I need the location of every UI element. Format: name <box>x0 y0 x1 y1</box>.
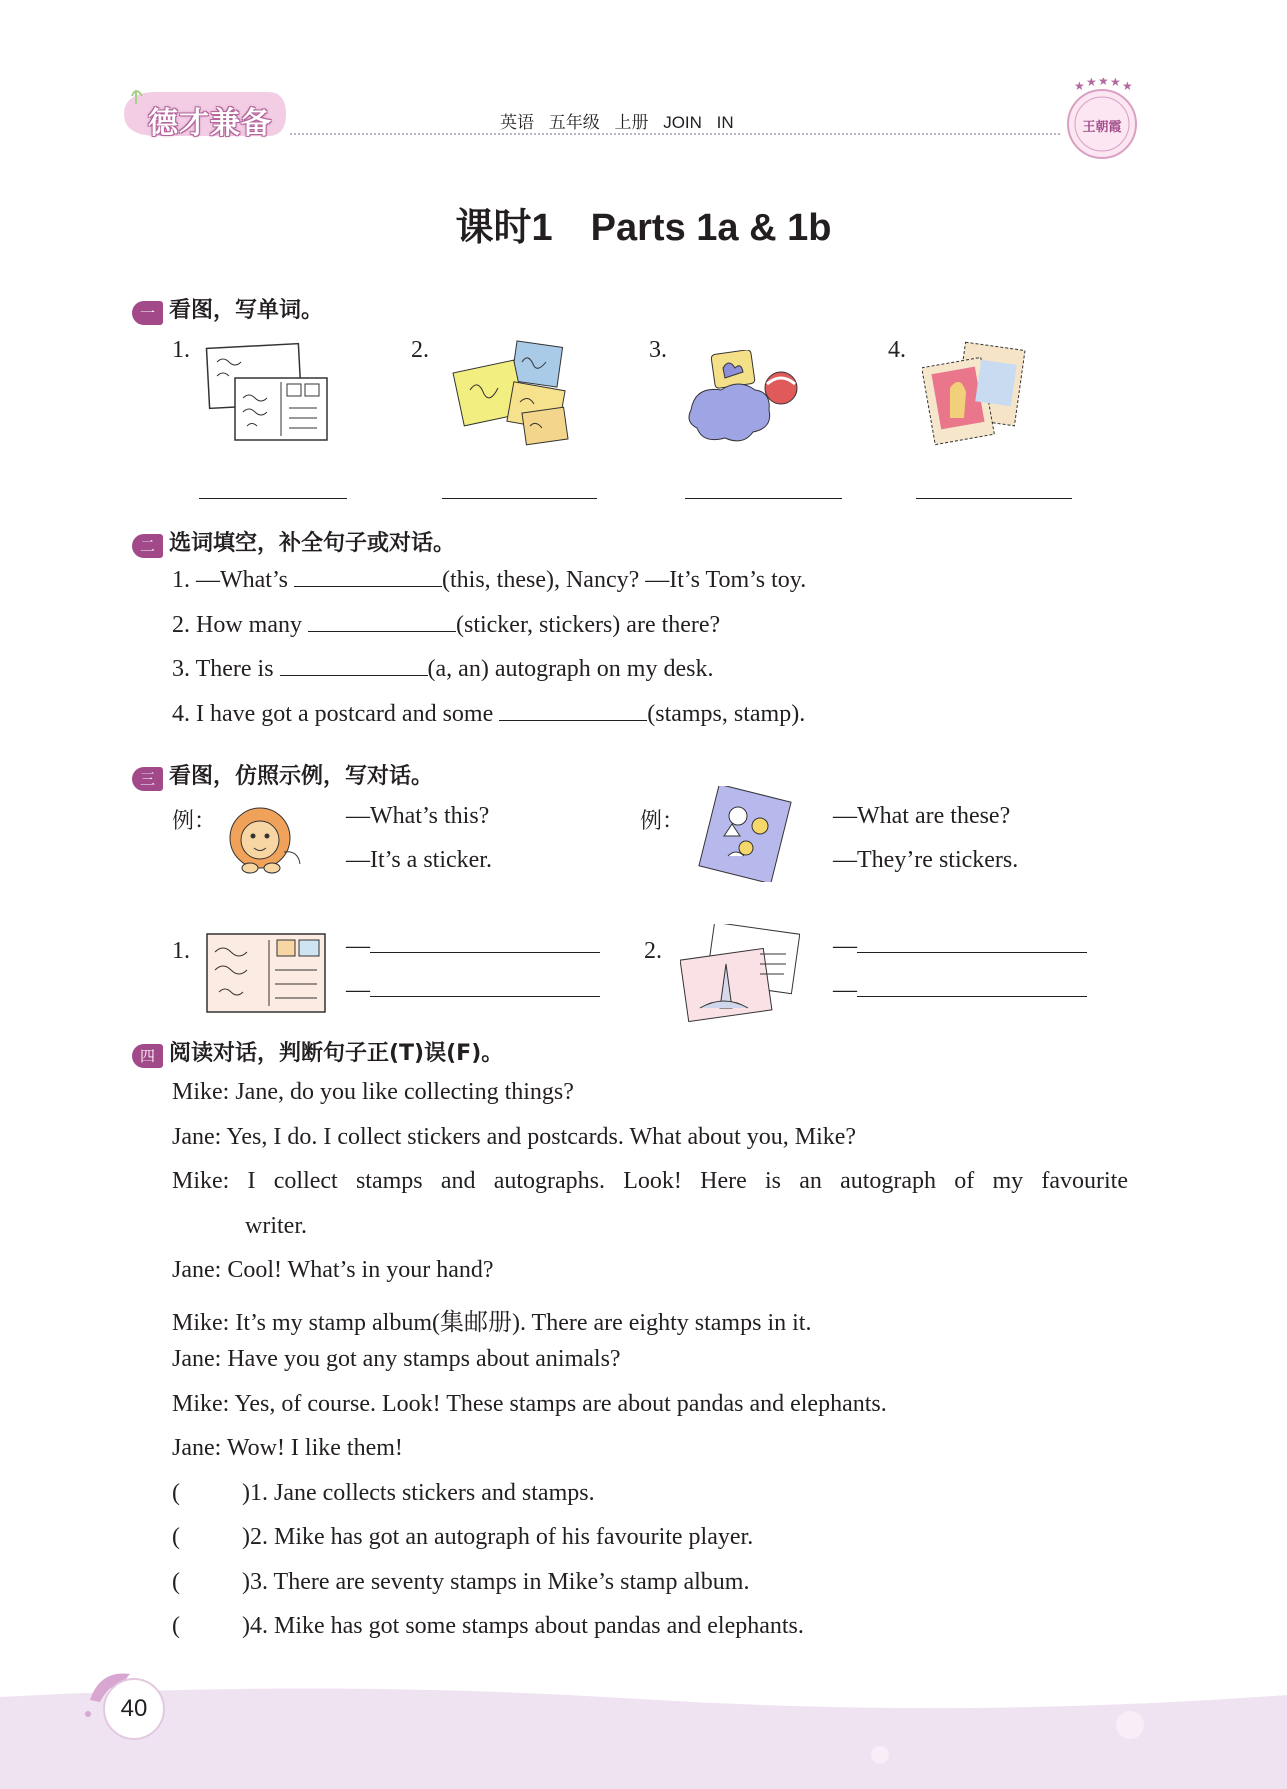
s3-q1-dash1 <box>346 933 600 960</box>
s2-q4-start: 4. I have got a postcard and some <box>172 701 494 727</box>
judgement-2-text: )2. Mike has got an autograph of his favourite player. <box>242 1524 754 1550</box>
s3-q1-dash1-text: — <box>346 933 370 959</box>
svg-text:★: ★ <box>1086 78 1097 89</box>
ex1-line1: —What’s this? <box>346 803 490 829</box>
judgement-4 <box>172 1613 804 1640</box>
s3-q1-dash2-text: — <box>346 977 370 1003</box>
s3-q1-line2[interactable] <box>370 978 600 997</box>
section2-badge: 二 <box>132 534 163 558</box>
header-divider <box>290 133 1060 135</box>
svg-text:★: ★ <box>1110 78 1121 89</box>
s3-q2-dash2 <box>833 977 1087 1004</box>
section1-badge: 一 <box>132 301 163 325</box>
header-volume: 上册 <box>614 113 649 132</box>
s3-q2-dash2-text: — <box>833 977 857 1003</box>
sticker-sheet-icon <box>690 786 800 882</box>
s2-q3-end: (a, an) autograph on my desk. <box>427 656 714 682</box>
svg-text:★: ★ <box>1122 79 1133 93</box>
s1-answer-line-2[interactable] <box>442 498 597 499</box>
logo-text: 德才兼备 <box>148 106 272 141</box>
ex2-line1: —What are these? <box>833 803 1011 829</box>
judgement-1-text: )1. Jane collects stickers and stamps. <box>242 1480 595 1506</box>
dialogue-line: writer. <box>245 1213 307 1239</box>
dialogue-line: Mike: I collect stamps and autographs. Look! Here is an autograph of my favourite <box>172 1168 1128 1194</box>
s1-item1-num: 1. <box>172 337 190 363</box>
section2-title: 选词填空，补全句子或对话。 <box>169 531 456 556</box>
dialogue-line: Jane: Cool! What’s in your hand? <box>172 1257 494 1283</box>
s2-q1-end: (this, these), Nancy? —It’s Tom’s toy. <box>441 567 807 593</box>
s1-item4-num: 4. <box>888 337 906 363</box>
judgement-4-open: ( <box>172 1613 180 1639</box>
autographs-icon <box>450 340 570 448</box>
s2-q2-end: (sticker, stickers) are there? <box>455 612 721 638</box>
stamps-icon <box>922 340 1030 450</box>
s2-q4-end: (stamps, stamp). <box>647 701 806 727</box>
section3-heading <box>132 759 433 791</box>
lion-sticker-icon <box>220 804 306 876</box>
section2-heading <box>132 526 455 558</box>
s2-q3-start: 3. There is <box>172 656 274 682</box>
section3-badge: 三 <box>132 767 163 791</box>
example-label-2: 例： <box>640 809 685 834</box>
s2-question-1 <box>172 567 806 594</box>
footer-wave <box>0 1685 1287 1789</box>
s3-q2-dash1 <box>833 933 1087 960</box>
s2-question-3 <box>172 656 713 683</box>
s2-question-4 <box>172 701 805 728</box>
s2-q2-blank[interactable] <box>308 613 456 632</box>
s1-answer-line-1[interactable] <box>199 498 347 499</box>
s3-q2-num: 2. <box>644 938 662 964</box>
postcards-icon <box>205 342 329 444</box>
s1-item3-num: 3. <box>649 337 667 363</box>
judgement-4-text: )4. Mike has got some stamps about pandas and elephants. <box>242 1613 804 1639</box>
section3-title: 看图，仿照示例，写对话。 <box>169 764 434 789</box>
dialogue-line: Jane: Have you got any stamps about animals? <box>172 1346 621 1372</box>
s1-answer-line-3[interactable] <box>685 498 842 499</box>
dialogue-line: Jane: Wow! I like them! <box>172 1435 403 1461</box>
judgement-3-text: )3. There are seventy stamps in Mike’s stamp album. <box>242 1569 750 1595</box>
svg-text:★: ★ <box>1098 78 1109 88</box>
s1-answer-line-4[interactable] <box>916 498 1072 499</box>
postcards-stack-icon <box>680 924 800 1022</box>
dialogue-line: Mike: Yes, of course. Look! These stamps are about pandas and elephants. <box>172 1391 887 1417</box>
ex2-line2: —They’re stickers. <box>833 847 1019 873</box>
s3-q1-dash2 <box>346 977 600 1004</box>
dialogue-line: Mike: Jane, do you like collecting things? <box>172 1079 574 1105</box>
header-grade: 五年级 <box>548 113 600 132</box>
s2-q1-start: 1. —What’s <box>172 567 288 593</box>
judgement-2-open: ( <box>172 1524 180 1550</box>
section4-heading <box>132 1036 503 1068</box>
s2-q1-blank[interactable] <box>294 568 442 587</box>
section1-title: 看图，写单词。 <box>169 298 324 323</box>
s2-question-2 <box>172 612 720 639</box>
s3-q1-line1[interactable] <box>370 934 600 953</box>
s2-q2-start: 2. How many <box>172 612 302 638</box>
header-subject: 英语 <box>500 113 534 132</box>
dialogue-line: Mike: It’s my stamp album(集邮册). There are eighty stamps in it. <box>172 1310 812 1336</box>
judgement-1 <box>172 1480 595 1507</box>
s3-q2-line2[interactable] <box>857 978 1087 997</box>
section1-heading <box>132 293 323 325</box>
stickers-icon <box>685 350 801 444</box>
judgement-3 <box>172 1569 749 1596</box>
s3-q1-num: 1. <box>172 938 190 964</box>
postcard-icon <box>203 930 329 1016</box>
section4-badge: 四 <box>132 1044 163 1068</box>
ex1-line2: —It’s a sticker. <box>346 847 492 873</box>
example-label-1: 例： <box>172 809 217 834</box>
s2-q4-blank[interactable] <box>499 702 647 721</box>
lesson-title: 课时1 Parts 1a & 1b <box>455 207 832 249</box>
brand-badge <box>1062 78 1142 164</box>
section4-title: 阅读对话，判断句子正(T)误(F)。 <box>169 1041 504 1066</box>
judgement-1-open: ( <box>172 1480 180 1506</box>
s3-q2-dash1-text: — <box>833 933 857 959</box>
page-number: 40 <box>103 1678 165 1740</box>
judgement-3-open: ( <box>172 1569 180 1595</box>
header-info <box>500 108 734 133</box>
s1-item2-num: 2. <box>411 337 429 363</box>
svg-text:★: ★ <box>1074 79 1085 93</box>
dialogue-line: Jane: Yes, I do. I collect stickers and postcards. What about you, Mike? <box>172 1124 857 1150</box>
s3-q2-line1[interactable] <box>857 934 1087 953</box>
s2-q3-blank[interactable] <box>280 657 428 676</box>
brand-badge-text: 王朝霞 <box>1082 120 1122 135</box>
header-edition: JOIN IN <box>663 113 734 132</box>
judgement-2 <box>172 1524 753 1551</box>
